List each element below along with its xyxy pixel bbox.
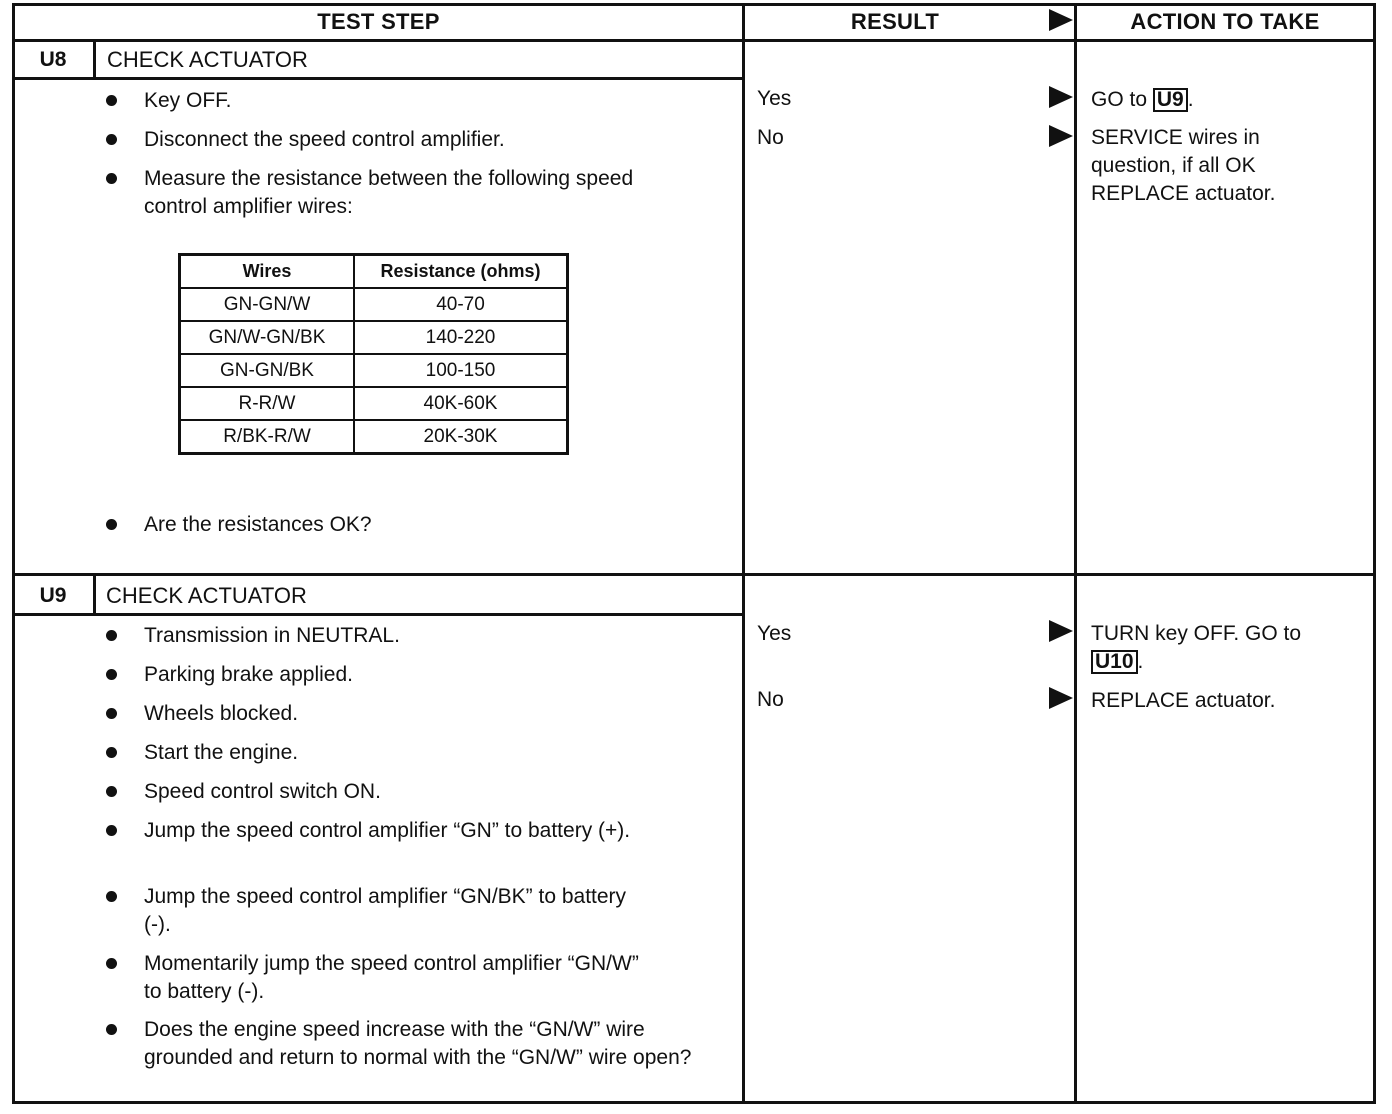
bullet-dot-icon xyxy=(106,708,117,719)
bullet-text: Does the engine speed increase with the “GN/W” wire grounded and return to normal with the “GN/W” wire open? xyxy=(144,1018,692,1069)
bullet-dot-icon xyxy=(106,747,117,758)
table-row xyxy=(180,354,568,387)
bullet-text: Momentarily jump the speed control amplifier “GN/W” to battery (-). xyxy=(144,952,639,1003)
table-row xyxy=(180,288,568,321)
step-id-u8: U8 xyxy=(39,48,67,71)
table-row xyxy=(180,387,568,420)
action-suffix: . xyxy=(1187,88,1194,111)
step-divider xyxy=(12,573,1376,576)
cell-wires: R-R/W xyxy=(180,387,355,420)
header-action: ACTION TO TAKE xyxy=(1130,9,1320,34)
bullet-dot-icon xyxy=(106,825,117,836)
bullet-dot-icon xyxy=(106,519,117,530)
step-title-u8: CHECK ACTUATOR xyxy=(107,47,308,72)
bullet-text: Disconnect the speed control amplifier. xyxy=(144,128,505,151)
cell-wires: R/BK-R/W xyxy=(180,420,355,454)
u9-result-no: No xyxy=(757,688,784,711)
arrow-icon xyxy=(1049,125,1073,147)
cell-resistance: 20K-30K xyxy=(354,420,568,454)
bullet-dot-icon xyxy=(106,786,117,797)
action-suffix: . xyxy=(1137,650,1144,673)
col-header-wires: Wires xyxy=(180,255,355,289)
bullet-dot-icon xyxy=(106,95,117,106)
header-result: RESULT xyxy=(850,9,940,34)
id-col-divider-u9 xyxy=(93,573,96,616)
resistance-table-header xyxy=(180,255,568,289)
bullet-dot-icon xyxy=(106,173,117,184)
bullet-text: Jump the speed control amplifier “GN/BK” to battery (-). xyxy=(144,885,627,936)
cell-wires: GN-GN/W xyxy=(180,288,355,321)
step-id-u9: U9 xyxy=(39,584,67,607)
bullet-dot-icon xyxy=(106,891,117,902)
cell-resistance: 40-70 xyxy=(354,288,568,321)
u9-action-no: REPLACE actuator. xyxy=(1091,689,1276,712)
arrow-icon xyxy=(1049,86,1073,108)
bullet-dot-icon xyxy=(106,669,117,680)
action-col-divider xyxy=(1074,3,1077,1104)
frame-right xyxy=(1373,3,1376,1104)
cell-resistance: 100-150 xyxy=(354,354,568,387)
bullet-text: Key OFF. xyxy=(144,89,232,112)
cell-wires: GN-GN/BK xyxy=(180,354,355,387)
table-row xyxy=(180,420,568,454)
u8-result-no: No xyxy=(757,126,784,149)
bullet-dot-icon xyxy=(106,958,117,969)
id-col-divider-u8 xyxy=(93,39,96,80)
u9-action-yes xyxy=(1091,620,1341,676)
u8-action-no: SERVICE wires in question, if all OK REPLACE actuator. xyxy=(1091,126,1276,205)
header-divider xyxy=(12,39,1376,42)
u8-action-yes xyxy=(1091,86,1361,114)
bullet-text: Jump the speed control amplifier “GN” to battery (+). xyxy=(144,819,631,842)
u9-result-yes: Yes xyxy=(757,622,792,645)
cell-resistance: 140-220 xyxy=(354,321,568,354)
bullet-dot-icon xyxy=(106,630,117,641)
frame-left xyxy=(12,3,15,1104)
bullet-dot-icon xyxy=(106,1024,117,1035)
table-row xyxy=(180,321,568,354)
resistance-table xyxy=(178,253,569,455)
action-text: TURN key OFF. GO to xyxy=(1091,622,1302,645)
u8-result-yes: Yes xyxy=(757,87,792,110)
header-test-step: TEST STEP xyxy=(317,9,440,34)
header-arrow-icon xyxy=(1049,9,1073,31)
u9-title-underline xyxy=(12,613,743,616)
result-col-divider xyxy=(742,3,745,1104)
bullet-text: Start the engine. xyxy=(144,741,299,764)
bullet-dot-icon xyxy=(106,134,117,145)
bullet-text: Are the resistances OK? xyxy=(144,513,372,536)
bullet-text: Transmission in NEUTRAL. xyxy=(144,624,400,647)
action-text: GO to xyxy=(1091,88,1148,111)
bullet-text: Parking brake applied. xyxy=(144,663,353,686)
col-header-resistance: Resistance (ohms) xyxy=(354,255,568,289)
step-ref-u9[interactable]: U9 xyxy=(1153,88,1188,112)
bullet-text: Measure the resistance between the following speed control amplifier wires: xyxy=(144,167,634,218)
bullet-text: Wheels blocked. xyxy=(144,702,299,725)
u8-title-underline xyxy=(12,77,743,80)
arrow-icon xyxy=(1049,620,1073,642)
cell-wires: GN/W-GN/BK xyxy=(180,321,355,354)
cell-resistance: 40K-60K xyxy=(354,387,568,420)
bullet-text: Speed control switch ON. xyxy=(144,780,381,803)
step-ref-u10[interactable]: U10 xyxy=(1091,650,1138,674)
frame-bottom xyxy=(12,1101,1376,1104)
arrow-icon xyxy=(1049,687,1073,709)
step-title-u9: CHECK ACTUATOR xyxy=(106,583,307,608)
